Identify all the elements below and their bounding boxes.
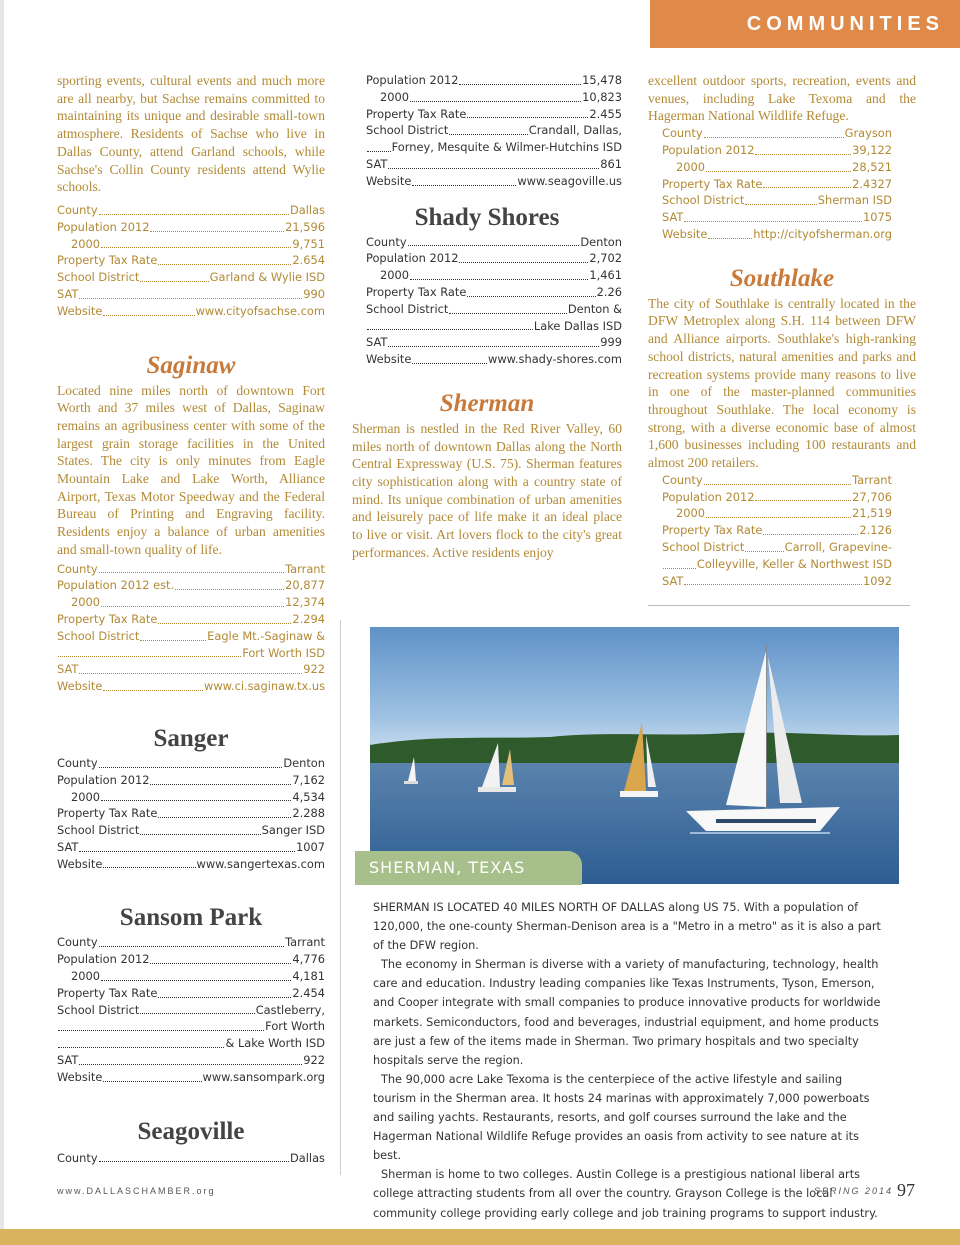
leader-dots: [459, 84, 581, 85]
fact-value: Sherman ISD: [817, 193, 892, 208]
leader-dots: [140, 640, 206, 641]
fact-row: [366, 106, 622, 123]
fact-value: 999: [600, 335, 622, 350]
column-3: [648, 72, 916, 589]
fact-value: 922: [303, 1053, 325, 1068]
leader-dots: [140, 281, 208, 282]
fact-value: Carroll, Grapevine-: [784, 539, 892, 554]
leader-dots: [158, 623, 291, 624]
fact-row: [57, 303, 325, 320]
fact-row: [57, 1002, 325, 1019]
fact-row: [662, 226, 892, 243]
page-number: 97: [897, 1180, 915, 1200]
fact-row: [57, 856, 325, 873]
fact-label: County: [57, 1150, 98, 1165]
fact-label: School District: [57, 628, 140, 643]
website-link[interactable]: www.sansompark.org: [202, 1069, 325, 1084]
fact-value: 2.4327: [852, 176, 892, 191]
saginaw-facts: [57, 561, 325, 695]
leader-dots: [408, 245, 580, 246]
fact-value: Fort Worth: [265, 1019, 325, 1034]
fact-label: 2000: [71, 969, 100, 984]
fact-row: [57, 1069, 325, 1086]
leader-dots: [412, 363, 487, 364]
fact-label: SAT: [57, 662, 79, 677]
fact-label: Website: [57, 856, 103, 871]
fact-value: Denton: [283, 755, 325, 770]
fact-row: [662, 159, 892, 176]
fact-value: 1007: [296, 839, 325, 854]
fact-row: [57, 236, 325, 253]
feature-paragraph: The 90,000 acre Lake Texoma is the centerpiece of the active lifestyle and sailing tourism in the Sherman area. It hosts 24 marinas with approximately 7,000 powerboats and sailing yachts. Restaurants, resorts, and golf courses surround the lake and the Hagerman National Wildlife Refuge provides an oasis from activity to see nature at its best.: [373, 1072, 870, 1163]
leader-dots: [140, 1013, 254, 1014]
leader-dots: [103, 1081, 201, 1082]
website-link[interactable]: www.cityofsachse.com: [195, 303, 325, 318]
fact-value: Grayson: [844, 126, 892, 141]
leader-dots: [150, 231, 284, 232]
fact-label: 2000: [71, 236, 100, 251]
fact-row: [57, 805, 325, 822]
leader-dots: [367, 329, 533, 330]
fact-label: Population 2012: [366, 251, 459, 266]
leader-dots: [79, 298, 302, 299]
footer-issue: SPRING 2014: [814, 1186, 894, 1196]
leader-dots: [101, 247, 291, 248]
sansom-park-facts: [57, 934, 325, 1085]
fact-value: Sanger ISD: [261, 823, 325, 838]
fact-value: Colleyville, Keller & Northwest ISD: [696, 556, 892, 571]
fact-value: Dallas: [290, 1150, 325, 1165]
fact-row: [366, 284, 622, 301]
leader-dots: [150, 963, 291, 964]
leader-dots: [410, 279, 588, 280]
fact-row: [57, 755, 325, 772]
fact-label: Property Tax Rate: [662, 523, 763, 538]
fact-row: [366, 318, 622, 335]
fact-row: [57, 269, 325, 286]
fact-label: SAT: [662, 573, 684, 588]
sherman-feature-text: [373, 898, 888, 1223]
leader-dots: [388, 168, 599, 169]
fact-label: Website: [366, 173, 412, 188]
fact-value: Lake Dallas ISD: [533, 318, 622, 333]
fact-value: Eagle Mt.-Saginaw &: [207, 628, 325, 643]
fact-label: Population 2012 est.: [57, 578, 175, 593]
fact-row: [662, 489, 892, 506]
fact-row: [662, 125, 892, 142]
feature-paragraph: The economy in Sherman is diverse with a variety of manufacturing, technology, health care and education. Industry leading companies like Texas Instruments, Tyson, Emerson, and Cooper integrate with small companies to produce innovative products for worldwide markets. Semiconductors, food and beverages, industrial equipment, and home products are just a few of the items made in Sherman. Two primary hospitals and two specialty hospitals serve the region.: [373, 958, 881, 1067]
fact-label: Population 2012: [57, 219, 150, 234]
fact-value: 2.455: [589, 106, 622, 121]
fact-row: [57, 645, 325, 662]
leader-dots: [449, 134, 527, 135]
leader-dots: [367, 151, 391, 152]
saginaw-text: Located nine miles north of downtown Fort Worth and 37 miles west of Dallas, Saginaw remains an agribusiness center with some of the largest grain storage facilities in the United States. The city is only minutes from Eagle Mountain Lake and Lake Worth, Alliance Airport, Texas Motor Speedway and the Federal Bureau of Printing and Engraving facility. Residents enjoy a balance of urban amenities and small-town quality of life.: [57, 382, 325, 557]
fact-label: Population 2012: [57, 772, 150, 787]
fact-value: Denton &: [567, 301, 622, 316]
sachse-facts: [57, 202, 325, 320]
southlake-heading: Southlake: [729, 264, 835, 292]
fact-row: [662, 573, 892, 590]
leader-dots: [755, 500, 851, 501]
fact-label: Website: [366, 352, 412, 367]
left-margin-rule: [0, 0, 4, 1245]
fact-row: [366, 89, 622, 106]
fact-row: [57, 678, 325, 695]
leader-dots: [99, 767, 283, 768]
fact-row: [662, 142, 892, 159]
fact-label: Population 2012: [662, 142, 755, 157]
fact-row: [57, 1018, 325, 1035]
leader-dots: [763, 534, 858, 535]
fact-label: SAT: [662, 210, 684, 225]
fact-label: County: [57, 935, 98, 950]
fact-value: 4,534: [292, 789, 325, 804]
fact-row: [366, 234, 622, 251]
sky: [370, 627, 899, 752]
fact-value: 1,461: [589, 268, 622, 283]
leader-dots: [745, 204, 816, 205]
fact-row: [57, 1052, 325, 1069]
fact-label: School District: [366, 123, 449, 138]
feature-paragraph: Sherman is home to two colleges. Austin College is a prestigious national liberal arts college attracting students from all over the country. Grayson College is the local community college providing early college and job training programs to support industry.: [373, 1168, 878, 1220]
fact-label: 2000: [380, 268, 409, 283]
fact-label: Property Tax Rate: [366, 106, 467, 121]
fact-row: [57, 934, 325, 951]
fact-row: [662, 192, 892, 209]
feature-divider: [340, 620, 341, 1175]
fact-row: [57, 561, 325, 578]
fact-value: 861: [600, 156, 622, 171]
fact-value: 9,751: [292, 236, 325, 251]
leader-dots: [99, 572, 285, 573]
fact-value: 990: [303, 286, 325, 301]
fact-row: [57, 577, 325, 594]
fact-value: 27,706: [852, 489, 892, 504]
fact-label: SAT: [57, 286, 79, 301]
fact-row: [57, 985, 325, 1002]
fact-row: [57, 951, 325, 968]
fact-label: 2000: [71, 595, 100, 610]
fact-label: County: [57, 202, 98, 217]
column-3-divider: [648, 605, 910, 606]
fact-row: [57, 822, 325, 839]
column-2: [352, 72, 622, 562]
leader-dots: [412, 185, 516, 186]
leader-dots: [79, 851, 295, 852]
fact-value: Garland & Wylie ISD: [209, 270, 325, 285]
leader-dots: [745, 551, 783, 552]
feature-paragraph: SHERMAN IS LOCATED 40 MILES NORTH OF DALLAS along US 75. With a population of 120,000, the one-county Sherman-Denison area is a "Metro in a metro" as it is also a part of the DFW region.: [373, 901, 881, 953]
fact-row: [662, 556, 892, 573]
leader-dots: [103, 315, 194, 316]
leader-dots: [99, 1161, 289, 1162]
fact-row: [366, 301, 622, 318]
fact-label: 2000: [71, 789, 100, 804]
leader-dots: [704, 484, 852, 485]
website-link[interactable]: www.seagoville.us: [517, 173, 622, 188]
fact-row: [366, 173, 622, 190]
fact-value: Denton: [580, 234, 622, 249]
fact-label: Website: [662, 226, 708, 241]
fact-label: Website: [57, 1069, 103, 1084]
fact-label: Property Tax Rate: [57, 806, 158, 821]
fact-value: 4,181: [292, 969, 325, 984]
fact-label: Property Tax Rate: [57, 611, 158, 626]
sailboats-photo: [370, 627, 899, 884]
seagoville-heading: Seagoville: [137, 1117, 245, 1145]
leader-dots: [103, 690, 203, 691]
footer-website: www.DALLASCHAMBER.org: [57, 1186, 216, 1196]
fact-value: 2.454: [292, 985, 325, 1000]
website-link[interactable]: www.shady-shores.com: [488, 352, 622, 367]
fact-value: 39,122: [852, 142, 892, 157]
seagoville-county-fact: [57, 1150, 325, 1167]
fact-value: 2.126: [859, 523, 892, 538]
fact-row: [366, 250, 622, 267]
fact-value: Forney, Mesquite & Wilmer-Hutchins ISD: [391, 140, 622, 155]
fact-value: Dallas: [290, 202, 325, 217]
fact-row: [662, 472, 892, 489]
leader-dots: [449, 313, 566, 314]
fact-value: 2.26: [596, 284, 622, 299]
leader-dots: [158, 817, 291, 818]
fact-label: Population 2012: [57, 952, 150, 967]
fact-row: [662, 522, 892, 539]
leader-dots: [158, 997, 291, 998]
fact-value: 922: [303, 662, 325, 677]
fact-label: SAT: [366, 335, 388, 350]
leader-dots: [467, 296, 595, 297]
fact-row: [366, 122, 622, 139]
fact-row: [57, 594, 325, 611]
saginaw-heading: Saginaw: [146, 351, 236, 379]
leader-dots: [755, 154, 851, 155]
leader-dots: [684, 221, 862, 222]
leader-dots: [79, 673, 302, 674]
leader-dots: [79, 1064, 302, 1065]
sansom-park-heading: Sansom Park: [119, 904, 263, 932]
leader-dots: [467, 117, 588, 118]
photo-caption: SHERMAN, TEXAS: [355, 851, 582, 885]
fact-value: 1075: [863, 210, 892, 225]
sherman-text: Sherman is nestled in the Red River Valley, 60 miles north of downtown Dallas along the North Central Expressway (U.S. 75). Sherman features city sophistication along with a country state of mind. Its unique combination of urban amenities and leisurely pace of life make it an ideal place to live or visit. Art lovers flock to the city's great performances. Active residents enjoy: [352, 420, 622, 560]
fact-row: [662, 209, 892, 226]
fact-label: County: [366, 234, 407, 249]
leader-dots: [101, 800, 291, 801]
fact-label: Property Tax Rate: [57, 985, 158, 1000]
shady-shores-heading: Shady Shores: [414, 203, 560, 231]
leader-dots: [706, 517, 851, 518]
sailboats-illustration: [370, 627, 899, 884]
leader-dots: [150, 784, 291, 785]
column-1: [57, 72, 325, 1166]
leader-dots: [684, 584, 862, 585]
fact-row: [366, 72, 622, 89]
leader-dots: [459, 262, 588, 263]
sherman-facts: [648, 125, 916, 243]
leader-dots: [708, 238, 752, 239]
fact-label: SAT: [57, 1053, 79, 1068]
leader-dots: [410, 101, 581, 102]
sherman-continued-text: excellent outdoor sports, recreation, events and venues, including Lake Texoma and the Hagerman National Wildlife Refuge.: [648, 73, 916, 124]
section-tab: COMMUNITIES: [650, 0, 960, 48]
fact-value: & Lake Worth ISD: [225, 1036, 325, 1051]
leader-dots: [763, 187, 851, 188]
fact-label: County: [662, 472, 703, 487]
fact-row: [57, 611, 325, 628]
fact-row: [57, 968, 325, 985]
leader-dots: [58, 1047, 224, 1048]
fact-value: 12,374: [285, 595, 325, 610]
leader-dots: [101, 606, 284, 607]
leader-dots: [101, 980, 291, 981]
fact-row: [57, 202, 325, 219]
shady-shores-facts: [352, 234, 622, 368]
fact-label: School District: [57, 823, 140, 838]
leader-dots: [58, 1030, 264, 1031]
fact-label: School District: [57, 1002, 140, 1017]
fact-label: County: [57, 755, 98, 770]
leader-dots: [99, 946, 285, 947]
fact-value: 1092: [863, 573, 892, 588]
leader-dots: [663, 568, 696, 569]
fact-value: 21,596: [285, 219, 325, 234]
fact-row: [662, 505, 892, 522]
fact-value: 15,478: [582, 73, 622, 87]
fact-label: SAT: [57, 839, 79, 854]
fact-label: County: [662, 126, 703, 141]
sanger-facts: [57, 755, 325, 873]
fact-label: County: [57, 561, 98, 576]
fact-row: [57, 1035, 325, 1052]
fact-value: 2.294: [292, 611, 325, 626]
fact-value: 10,823: [582, 89, 622, 104]
fact-value: Castleberry,: [255, 1002, 325, 1017]
fact-label: Population 2012: [662, 489, 755, 504]
leader-dots: [99, 214, 289, 215]
fact-label: School District: [366, 301, 449, 316]
fact-value: 4,776: [292, 952, 325, 967]
fact-label: School District: [662, 193, 745, 208]
leader-dots: [58, 656, 241, 657]
leader-dots: [704, 137, 844, 138]
leader-dots: [175, 589, 284, 590]
fact-row: [662, 176, 892, 193]
fact-label: School District: [662, 539, 745, 554]
bottom-band: [0, 1229, 960, 1245]
southlake-text: The city of Southlake is centrally located in the DFW Metroplex along S.H. 114 between DFW and Alliance airports. Southlake's high-ranking school districts, natural amenities and parks and recreation systems provide many reasons to live in one of the master-planned communities throughout Southlake. The local economy is strong, with a diverse economic base of almost 1,600 businesses including 100 restaurants and almost 200 retailers.: [648, 295, 916, 471]
fact-label: SAT: [366, 156, 388, 171]
fact-row: [57, 789, 325, 806]
fact-label: 2000: [676, 159, 705, 174]
fact-row: [366, 139, 622, 156]
leader-dots: [706, 171, 851, 172]
fact-row: [57, 286, 325, 303]
sherman-heading: Sherman: [439, 389, 535, 417]
fact-value: Tarrant: [852, 472, 892, 487]
fact-value: Fort Worth ISD: [242, 645, 325, 660]
leader-dots: [388, 346, 599, 347]
fact-label: Population 2012: [366, 73, 459, 87]
fact-row: [57, 772, 325, 789]
fact-row: [57, 839, 325, 856]
website-link[interactable]: www.ci.saginaw.tx.us: [204, 679, 325, 694]
fact-value: 20,877: [285, 578, 325, 593]
fact-value: 2.288: [292, 806, 325, 821]
fact-value: 21,519: [852, 506, 892, 521]
fact-row: [57, 219, 325, 236]
fact-row: [57, 252, 325, 269]
fact-label: 2000: [676, 506, 705, 521]
fact-row: [366, 351, 622, 368]
fact-label: 2000: [380, 89, 409, 104]
fact-value: 7,162: [292, 772, 325, 787]
fact-value: 2,702: [589, 251, 622, 266]
fact-row: [366, 267, 622, 284]
sachse-intro: sporting events, cultural events and much more are all nearby, but Sachse remains committed to maintaining its unique and desirable small-town atmosphere. Residents of Sachse who live in Dallas County, attend Garland schools, while Sachse's Collin County residents attend Wylie schools.: [57, 73, 325, 195]
leader-dots: [140, 834, 260, 835]
fact-row: [662, 539, 892, 556]
seagoville-facts: [352, 72, 622, 190]
fact-row: [57, 661, 325, 678]
fact-label: Property Tax Rate: [366, 284, 467, 299]
fact-value: 28,521: [852, 159, 892, 174]
fact-row: [366, 156, 622, 173]
website-link[interactable]: http://cityofsherman.org: [753, 226, 892, 241]
southlake-facts: [648, 472, 916, 590]
fact-value: Crandall, Dallas,: [528, 123, 622, 138]
fact-row: [366, 334, 622, 351]
fact-row: [57, 628, 325, 645]
leader-dots: [103, 867, 195, 868]
website-link[interactable]: www.sangertexas.com: [196, 856, 325, 871]
fact-row: [57, 1150, 325, 1167]
sanger-heading: Sanger: [153, 724, 229, 752]
fact-label: Website: [57, 679, 103, 694]
fact-label: Property Tax Rate: [662, 176, 763, 191]
fact-label: School District: [57, 270, 140, 285]
fact-value: Tarrant: [285, 935, 325, 950]
leader-dots: [158, 264, 291, 265]
fact-label: Website: [57, 303, 103, 318]
fact-value: 2.654: [292, 253, 325, 268]
fact-value: Tarrant: [285, 561, 325, 576]
fact-label: Property Tax Rate: [57, 253, 158, 268]
